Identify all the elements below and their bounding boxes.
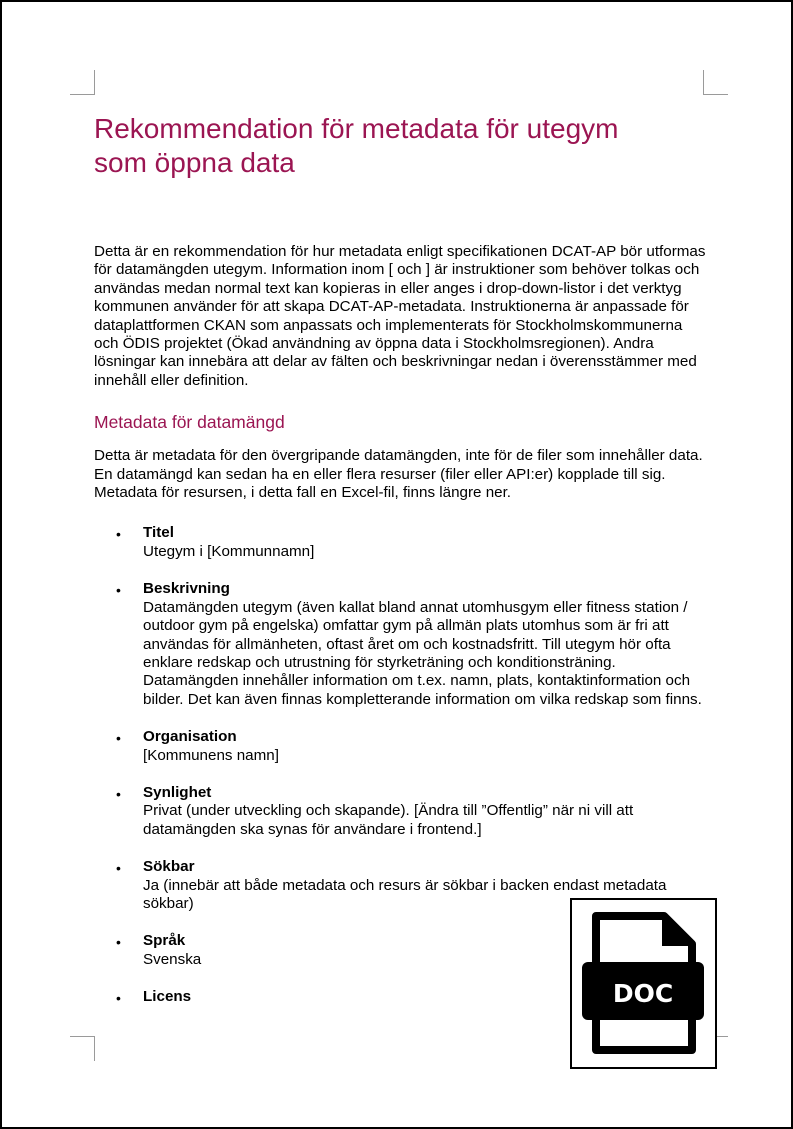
item-definition: [Kommunens namn]	[143, 746, 279, 764]
item-term: Synlighet	[143, 783, 212, 801]
bullet: •	[116, 860, 121, 877]
bullet: •	[116, 990, 121, 1007]
item-term: Språk	[143, 932, 186, 950]
intro-paragraph: Detta är en rekommendation för hur metadata enligt specifikationen DCAT-AP bör utformas för datamängden utegym. Information inom [ och ] är instruktioner som behöver tolkas och användas medan normal text kan kopieras in eller anges i drop-down-listor i det verktyg kommunen använder för att skapa DCAT-AP-metadata. Instruktionerna är anpassade för dataplattformen CKAN som anpassats och implementerats för Stockholmskommunerna och ÖDIS projektet (Ökad användning av öppna data i Stockholmsregionen). Andra lösningar kan innebära att delar av fälten och beskrivningar nedan i överensstämmer med innehåll eller definition.	[94, 243, 706, 389]
item-term: Organisation	[143, 728, 237, 746]
list-item-organisation	[94, 728, 706, 765]
section-intro-paragraph: Detta är metadata för den övergripande datamängden, inte för de filer som innehåller data. En datamängd kan sedan ha en eller flera resurser (filer eller API:er) kopplade till sig. Metadata för resursen, i detta fall en Excel-fil, finns längre ner.	[94, 447, 703, 502]
bullet: •	[116, 526, 121, 543]
item-term: Licens	[143, 988, 192, 1006]
list-item-synlighet	[94, 784, 706, 839]
list-item-titel	[94, 524, 706, 561]
bullet: •	[116, 934, 121, 951]
document-title: Rekommendation för metadata för utegym som öppna data	[94, 113, 619, 178]
item-definition: Privat (under utveckling och skapande). [Ändra till ”Offentlig” när ni vill att datamängden ska synas för användare i frontend.]	[143, 802, 634, 838]
item-definition: Svenska	[143, 950, 202, 968]
bullet: •	[116, 730, 121, 747]
item-term: Sökbar	[143, 858, 195, 876]
item-definition: Ja (innebär att både metadata och resurs är sökbar i backen endast metadata sökbar)	[143, 876, 667, 912]
item-definition: Utegym i [Kommunnamn]	[143, 542, 315, 560]
item-term: Beskrivning	[143, 580, 230, 598]
section-heading: Metadata för datamängd	[94, 412, 285, 433]
bullet: •	[116, 785, 121, 802]
doc-file-icon	[570, 898, 717, 1069]
document-body	[94, 112, 706, 1026]
item-definition: Datamängden utegym (även kallat bland annat utomhusgym eller fitness station / outdoor gym på engelska) omfattar gym på allmän plats utomhus som är fri att användas för allmänheten, oftast året om och kostnadsfritt. Till utegym hör ofta enklare redskap och utrustning för styrketräning och konditionsträning. Datamängden innehåller information om t.ex. namn, plats, kontaktinformation och bilder. Det kan även finnas kompletterande information om vilka redskap som finns.	[143, 598, 702, 708]
crop-mark-top-right	[703, 70, 728, 95]
crop-mark-bottom-left	[70, 1036, 95, 1061]
bullet: •	[116, 582, 121, 599]
crop-mark-top-left	[70, 70, 95, 95]
list-item-beskrivning	[94, 580, 706, 709]
doc-label: DOC	[612, 979, 674, 1008]
item-term: Titel	[143, 524, 174, 542]
